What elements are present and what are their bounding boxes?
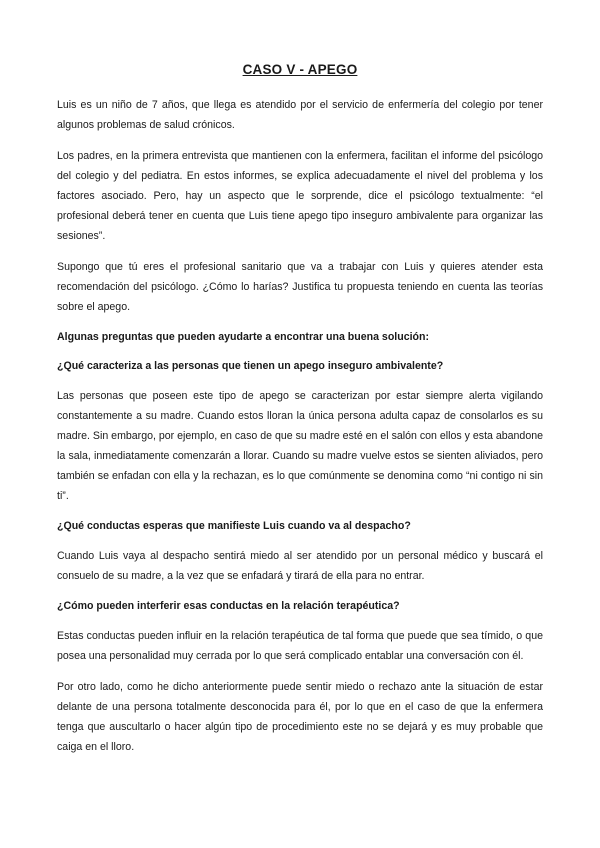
parents-paragraph: Los padres, en la primera entrevista que mantienen con la enfermera, facilitan el informe del psicólogo del colegio y del pediatra. En estos informes, se explica adecuadamente el nivel del problema y los factores asociado. Pero, hay un aspecto que le sorprende, dice el psicólogo textualmente: “el profesional deberá tener en cuenta que Luis tiene apego tipo inseguro ambivalente para organizar las sesiones”.: [57, 150, 543, 242]
task-paragraph: Supongo que tú eres el profesional sanitario que va a trabajar con Luis y quieres atender esta recomendación del psicólogo. ¿Cómo lo harías? Justifica tu propuesta teniendo en cuenta las teorías sobre el apego.: [57, 261, 543, 313]
question-2-heading: ¿Qué conductas esperas que manifieste Luis cuando va al despacho?: [57, 520, 411, 532]
question-1-heading: ¿Qué caracteriza a las personas que tienen un apego inseguro ambivalente?: [57, 360, 444, 372]
intro-paragraph: Luis es un niño de 7 años, que llega es atendido por el servicio de enfermería del colegio por tener algunos problemas de salud crónicos.: [57, 99, 543, 131]
guiding-questions-heading: Algunas preguntas que pueden ayudarte a encontrar una buena solución:: [57, 331, 430, 343]
answer-3-paragraph: Estas conductas pueden influir en la relación terapéutica de tal forma que puede que sea tímido, o que posea una personalidad muy cerrada por lo que será complicado entablar una conversación con él.: [57, 630, 543, 662]
answer-3b-paragraph: Por otro lado, como he dicho anteriormente puede sentir miedo o rechazo ante la situación de estar delante de una persona totalmente desconocida para él, por lo que en el caso de que la enfermera tenga que auscultarlo o hacer algún tipo de procedimiento este no se dejará y es muy probable que caiga en el lloro.: [57, 681, 543, 753]
question-3-heading: ¿Cómo pueden interferir esas conductas en la relación terapéutica?: [57, 600, 400, 612]
answer-2-paragraph: Cuando Luis vaya al despacho sentirá miedo al ser atendido por un personal médico y buscará el consuelo de su madre, a la vez que se enfadará y tirará de ella para no entrar.: [57, 550, 543, 582]
answer-1-paragraph: Las personas que poseen este tipo de apego se caracterizan por estar siempre alerta vigilando constantemente a su madre. Cuando estos lloran la única persona adulta capaz de consolarlos es su madre. Sin embargo, por ejemplo, en caso de que su madre esté en el salón con ellos y esta abandone la sala, inmediatamente comenzarán a llorar. Cuando su madre vuelve estos se sienten aliviados, pero también se enfadan con ella y la rechazan, es lo que comúnmente se denomina como “ni contigo ni sin ti”.: [57, 390, 543, 502]
document-title: CASO V - APEGO: [242, 62, 358, 77]
